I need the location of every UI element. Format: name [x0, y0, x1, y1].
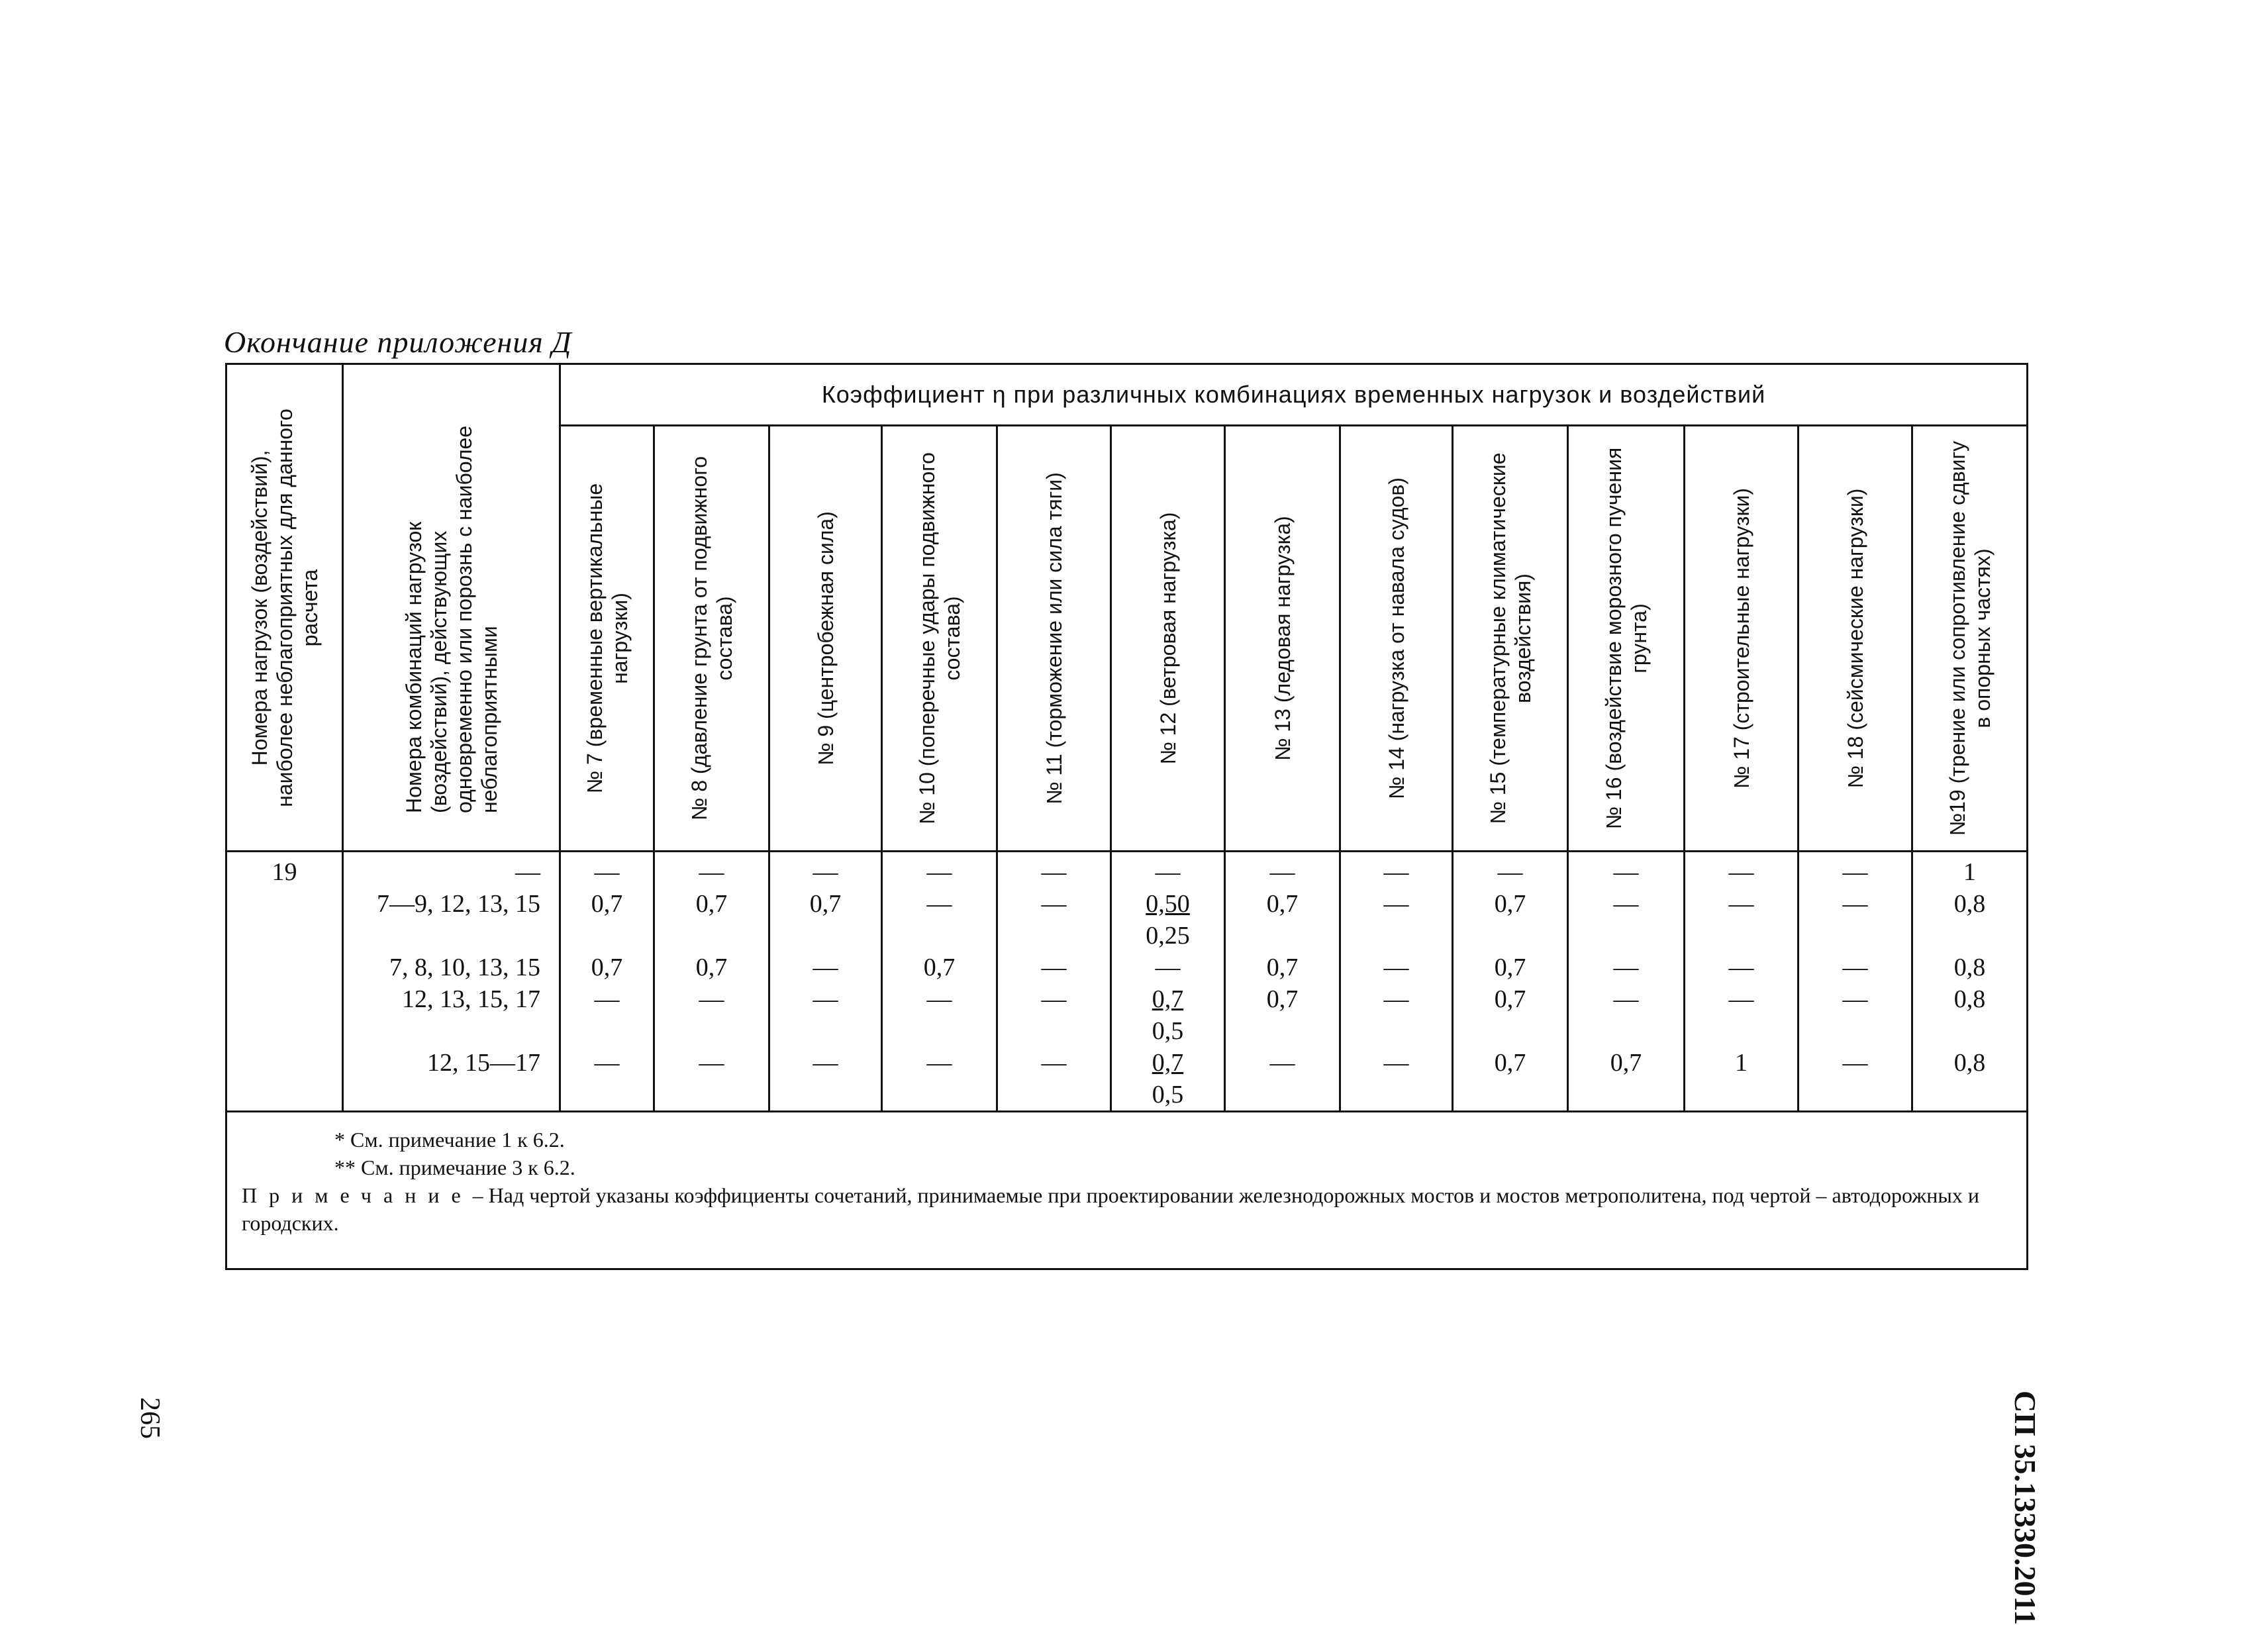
appendix-caption: Окончание приложения Д [224, 325, 572, 359]
cell-value: — [1155, 858, 1181, 886]
header-col-14: № 14 (нагрузка от навала судов) [1340, 426, 1453, 852]
cell-value: 0,8 [1953, 1049, 1986, 1077]
cell-value: 0,7 [1152, 1049, 1184, 1077]
header-col-15: № 15 (температурные климатические воздействия) [1453, 426, 1568, 852]
cell-value: — [1269, 1049, 1295, 1077]
cell-value: — [1383, 858, 1409, 886]
cell-value: 0,7 [1266, 890, 1299, 918]
cell-value: — [1613, 954, 1639, 981]
coefficients-table [225, 363, 2028, 1270]
cell-value: 0,7 [809, 890, 842, 918]
cell-value: 0,7 [1610, 1049, 1642, 1077]
cell-value: — [1383, 985, 1409, 1013]
cell-value: — [594, 858, 620, 886]
body-col-17 [1685, 852, 1799, 1112]
cell-value: — [1497, 858, 1523, 886]
cell-value: — [1842, 985, 1868, 1013]
header-col-12: № 12 (ветровая нагрузка) [1111, 426, 1225, 852]
body-col-19 [1912, 852, 2028, 1112]
standard-code: СП 35.13330.2011 [2008, 1391, 2042, 1625]
cell-value: 7—9, 12, 13, 15 [377, 890, 540, 918]
cell-value: 0,5 [1152, 1081, 1184, 1108]
header-coefficient-title: Коэффициент η при различных комбинациях временных нагрузок и воздействий [560, 364, 2028, 426]
cell-value: — [1728, 890, 1754, 918]
header-col-19: №19 (трение или сопротивление сдвигу в опорных частях) [1912, 426, 2028, 852]
body-col-10 [882, 852, 997, 1112]
header-col-10: № 10 (поперечные удары подвижного состава) [882, 426, 997, 852]
cell-value: 0,7 [591, 954, 623, 981]
cell-value: 1 [1735, 1049, 1748, 1077]
cell-value: — [1041, 858, 1067, 886]
cell-value: 0,50 [1146, 890, 1190, 918]
body-col-8 [654, 852, 769, 1112]
cell-value: 0,7 [923, 954, 956, 981]
cell-value: 0,8 [1953, 890, 1986, 918]
cell-value: — [594, 1049, 620, 1077]
cell-value: 12, 13, 15, 17 [402, 985, 540, 1013]
cell-value: — [1842, 1049, 1868, 1077]
body-col-13 [1225, 852, 1340, 1112]
body-combinations [343, 852, 560, 1112]
body-col-7 [560, 852, 654, 1112]
header-col-7: № 7 (временные вертикальные нагрузки) [560, 426, 654, 852]
cell-value: — [1728, 954, 1754, 981]
header-col-8: № 8 (давление грунта от подвижного состава) [654, 426, 769, 852]
cell-value: — [1269, 858, 1295, 886]
cell-value: — [926, 985, 952, 1013]
cell-value: 0,7 [1266, 954, 1299, 981]
cell-value: — [1041, 954, 1067, 981]
notes-section [226, 1112, 2028, 1269]
cell-value: — [1728, 985, 1754, 1013]
cell-value: — [594, 985, 620, 1013]
page-number: 265 [134, 1397, 165, 1439]
cell-value: 0,7 [1494, 1049, 1526, 1077]
note-2: ** См. примечание 3 к 6.2. [334, 1156, 575, 1179]
cell-value: 0,8 [1953, 985, 1986, 1013]
cell-value: — [699, 858, 724, 886]
cell-value: — [1383, 954, 1409, 981]
cell-value: 0,7 [695, 954, 728, 981]
cell-value: 0,7 [1152, 985, 1184, 1013]
cell-value: — [1842, 954, 1868, 981]
cell-value: 0,5 [1152, 1017, 1184, 1045]
body-load-number [226, 852, 343, 1112]
cell-value: 0,7 [591, 890, 623, 918]
header-col-16: № 16 (воздействие морозного пучения грунта) [1568, 426, 1685, 852]
cell-value: 1 [1963, 858, 1977, 886]
header-col-9: № 9 (центробежная сила) [769, 426, 882, 852]
body-col-16 [1568, 852, 1685, 1112]
body-col-11 [997, 852, 1111, 1112]
cell-value: — [1155, 954, 1181, 981]
header-col-18: № 18 (сейсмические нагрузки) [1799, 426, 1912, 852]
cell-value: — [926, 858, 952, 886]
cell-value: — [1041, 1049, 1067, 1077]
note-1: * См. примечание 1 к 6.2. [334, 1128, 565, 1152]
cell-value: — [515, 858, 540, 886]
cell-value: — [926, 1049, 952, 1077]
cell-value: — [1613, 858, 1639, 886]
cell-value: — [1041, 985, 1067, 1013]
cell-value: 0,8 [1953, 954, 1986, 981]
body-col-14 [1340, 852, 1453, 1112]
header-col-13: № 13 (ледовая нагрузка) [1225, 426, 1340, 852]
cell-value: 7, 8, 10, 13, 15 [389, 954, 540, 981]
cell-value: — [1728, 858, 1754, 886]
cell-value: — [1613, 890, 1639, 918]
cell-value: — [926, 890, 952, 918]
cell-value: — [813, 1049, 838, 1077]
note-3: Примечание– Над чертой указаны коэффициенты сочетаний, принимаемые при проектировании железнодорожных мостов и мостов метрополитена, под чертой – автодорожных и городских. [242, 1183, 1980, 1235]
body-col-9 [769, 852, 882, 1112]
cell-value: — [699, 1049, 724, 1077]
cell-value: — [1383, 1049, 1409, 1077]
body-col-18 [1799, 852, 1912, 1112]
body-col-12 [1111, 852, 1225, 1112]
cell-value: — [1041, 890, 1067, 918]
header-load-numbers: Номера нагрузок (воздействий), наиболее неблагоприятных для данного расчета [226, 364, 343, 852]
header-col-11: № 11 (торможение или сила тяги) [997, 426, 1111, 852]
cell-value: 0,7 [1266, 985, 1299, 1013]
cell-value: — [1613, 985, 1639, 1013]
cell-value: — [1383, 890, 1409, 918]
cell-value: — [813, 954, 838, 981]
cell-value: — [813, 985, 838, 1013]
cell-value: — [813, 858, 838, 886]
cell-value: — [699, 985, 724, 1013]
cell-value: 0,7 [1494, 985, 1526, 1013]
header-col-17: № 17 (строительные нагрузки) [1685, 426, 1799, 852]
cell-value: 19 [271, 858, 297, 886]
cell-value: — [1842, 858, 1868, 886]
header-combination-numbers: Номера комбинаций нагрузок (воздействий), действующих одновременно или порознь с наиболее неблагоприятными [343, 364, 560, 852]
cell-value: 0,7 [695, 890, 728, 918]
cell-value: 0,7 [1494, 890, 1526, 918]
cell-value: 0,7 [1494, 954, 1526, 981]
cell-value: — [1842, 890, 1868, 918]
body-col-15 [1453, 852, 1568, 1112]
cell-value: 0,25 [1146, 922, 1190, 950]
cell-value: 12, 15—17 [427, 1049, 540, 1077]
